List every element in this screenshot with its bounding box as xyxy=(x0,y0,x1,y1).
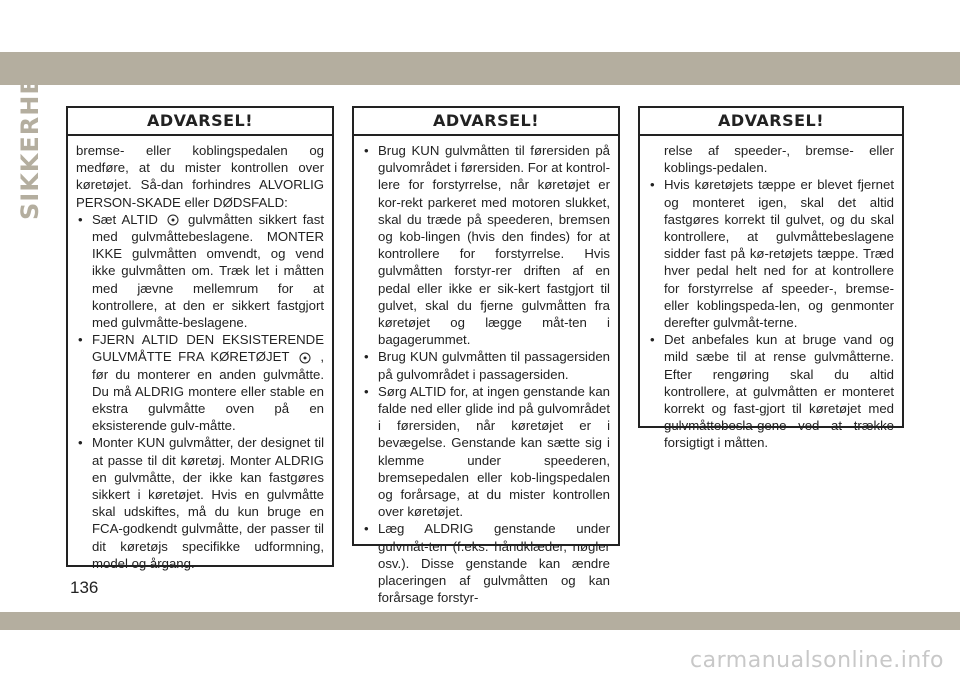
bullet-text: Hvis køretøjets tæppe er blevet fjernet og monteret igen, skal det altid fastgøres korrekt til gulvet, og du skal kontrollere, at gulvmåttebeslagene sidder fast på kø-retøjets tæppe. Træd hver pedal helt ned for at kontrollere for forstyrrelse af speeder-, bremse- eller koblingspeda-len, og genmonter derefter gulvmåt-terne. xyxy=(664,177,894,331)
list-item: • Monter KUN gulvmåtter, der designet til at passe til dit køretøj. Monter ALDRIG en gulvmåtte, der ikke kan fastgøres sikkert i køretøjet. Hvis en gulvmåtte skal udskiftes, må du kun bruge en FCA-godkendt gulvmåtte, der passer til dit køretøjs specifikke udformning, model og årgang. xyxy=(78,435,324,571)
warning-body xyxy=(354,136,618,614)
bullet-text: Det anbefales kun at bruge vand og mild sæbe til at rense gulvmåtterne. Efter rengøring skal du altid kontrollere, at gulvmåtten er monteret korrekt og fast-gjort til køretøjet med gulvmåttebesla-gene ved at trække forsigtigt i måtten. xyxy=(664,332,894,451)
warning-title: ADVARSEL! xyxy=(354,108,618,136)
bullet-text: Brug KUN gulvmåtten til førersiden på gulvområdet i førersiden. For at kontrol-lere for forstyrrelse, når køretøjet er kor-rekt parkeret med motoren slukket, skal du træde på speederen, bremsen og kob-lingen (hvis den findes) for at kontrollere for forstyrrelse. Hvis gulvmåtten forstyr-rer driften af en pedal eller ikke er sik-kert fastgjort til gulvet, skal du fjerne gulvmåtten fra køretøjet og lægge måt-ten i bagagerummet. xyxy=(378,143,610,348)
warning-box-3 xyxy=(638,106,904,451)
list-item: • Sørg ALTID for, at ingen genstande kan falde ned eller glide ind på gulvområdet i førersiden, når køretøjet er i bevægelse. Genstande kan sætte sig i klemme under speederen, bremsepedalen eller kob-lingspedalen og forårsage, at du mister kontrollen over køretøjet. xyxy=(364,383,610,520)
list-item: • Læg ALDRIG genstande under gulvmåt-ten (f.eks. håndklæder, nøgler osv.). Disse genstande kan ændre placeringen af gulvmåtten og kan forårsage forstyr- xyxy=(364,521,610,606)
bullet-text-after-icon: gulvmåtten sikkert fast med gulvmåttebeslagene. MONTER IKKE gulvmåtten omvendt, og vend ikke gulvmåtten om. Træk let i måtten med jævne mellemrum for at kontrollere, at den er sikkert fastgjort med gulvmåtte-beslagene. xyxy=(92,211,324,331)
bottom-decorative-band xyxy=(0,612,960,630)
page-number: 136 xyxy=(70,578,99,597)
bullet-text-before-icon: FJERN ALTID DEN EKSISTERENDE GULVMÅTTE FRA KØRETØJET xyxy=(92,332,324,365)
watermark: carmanualsonline.info xyxy=(690,648,944,673)
top-decorative-band xyxy=(0,52,960,85)
warning-box-1 xyxy=(66,106,334,571)
warning-title: ADVARSEL! xyxy=(640,108,902,136)
bullet-text: Sørg ALTID for, at ingen genstande kan falde ned eller glide ind på gulvområdet i førersiden, når køretøjet er i bevægelse. Genstande kan sætte sig i klemme under speederen, bremsepedalen eller kob-lingspedalen og forårsage, at du mister kontrollen over køretøjet. xyxy=(378,383,610,520)
warning-title: ADVARSEL! xyxy=(68,108,332,136)
warning-intro: bremse- eller koblingspedalen og medføre, at du mister kontrollen over køretøjet. Så-dan forhindres ALVORLIG PERSON-SKADE eller DØDSFALD: xyxy=(76,143,324,210)
list-item: • Det anbefales kun at bruge vand og mild sæbe til at rense gulvmåtterne. Efter rengøring skal du altid kontrollere, at gulvmåtten er monteret korrekt og fast-gjort til køretøjet med gulvmåttebesla-gene ved at trække forsigtigt i måtten. xyxy=(650,332,894,451)
bullet-text-after-icon: , før du monterer en anden gulvmåtte. Du må ALDRIG montere eller stable en ekstra gulvmåtte oven på en eksisterende gulv-måtte. xyxy=(92,349,324,434)
bullet-text: Læg ALDRIG genstande under gulvmåt-ten (f.eks. håndklæder, nøgler osv.). Disse genstande kan ændre placeringen af gulvmåtten og kan forårsage forstyr- xyxy=(378,521,610,606)
section-label xyxy=(16,56,46,220)
bullet-text: Brug KUN gulvmåtten til passagersiden på gulvområdet i passagersiden. xyxy=(378,349,610,382)
warning-bullet-list xyxy=(648,176,894,451)
warning-body xyxy=(640,136,902,460)
warning-body xyxy=(68,136,332,580)
list-item: • Sæt ALTID gulvmåtten sikkert fast med gulvmåttebeslagene. MONTER IKKE gulvmåtten omvendt, og vend ikke gulvmåtten om. Træk let i måtten med jævne mellemrum for at kontrollere, at den er sikkert fastgjort med gulvmåtte-beslagene. xyxy=(78,211,324,331)
warning-bullet-list xyxy=(362,142,610,606)
floor-mat-anchor-icon xyxy=(166,214,180,226)
bullet-text-before-icon: Sæt ALTID xyxy=(92,211,158,227)
section-label-text: SIKKERHED xyxy=(16,56,44,220)
list-item: • Brug KUN gulvmåtten til førersiden på gulvområdet i førersiden. For at kontrol-lere for forstyrrelse, når køretøjet er kor-rekt parkeret med motoren slukket, skal du træde på speederen, bremsen og kob-lingen (hvis den findes) for at kontrollere for forstyrrelse. Hvis gulvmåtten forstyr-rer driften af en pedal eller ikke er sik-kert fastgjort til gulvet, skal du fjerne gulvmåtten fra køretøjet og lægge måt-ten i bagagerummet. xyxy=(364,143,610,348)
list-item: • Hvis køretøjets tæppe er blevet fjernet og monteret igen, skal det altid fastgøres korrekt til gulvet, og du skal kontrollere, at gulvmåttebeslagene sidder fast på kø-retøjets tæppe. Træd hver pedal helt ned for at kontrollere for forstyrrelse af speeder-, bremse- eller koblingspeda-len, og genmonter derefter gulvmåt-terne. xyxy=(650,177,894,331)
list-item: • Brug KUN gulvmåtten til passagersiden på gulvområdet i passagersiden. xyxy=(364,349,610,382)
list-item: • FJERN ALTID DEN EKSISTERENDE GULVMÅTTE FRA KØRETØJET , før du monterer en anden gulvmåtte. Du må ALDRIG montere eller stable en ekstra gulvmåtte oven på en eksisterende gulv-måtte. xyxy=(78,332,324,434)
warning-box-2 xyxy=(352,106,620,606)
warning-bullet-list xyxy=(76,211,324,572)
bullet-text: Monter KUN gulvmåtter, der designet til at passe til dit køretøj. Monter ALDRIG en gulvmåtte, der ikke kan fastgøres sikkert i køretøjet. Hvis en gulvmåtte skal udskiftes, må du kun bruge en FCA-godkendt gulvmåtte, der passer til dit køretøjs specifikke udformning, model og årgang. xyxy=(92,435,324,571)
warning-continuation: relse af speeder-, bremse- eller koblings-pedalen. xyxy=(664,143,894,176)
floor-mat-anchor-icon xyxy=(298,352,312,364)
